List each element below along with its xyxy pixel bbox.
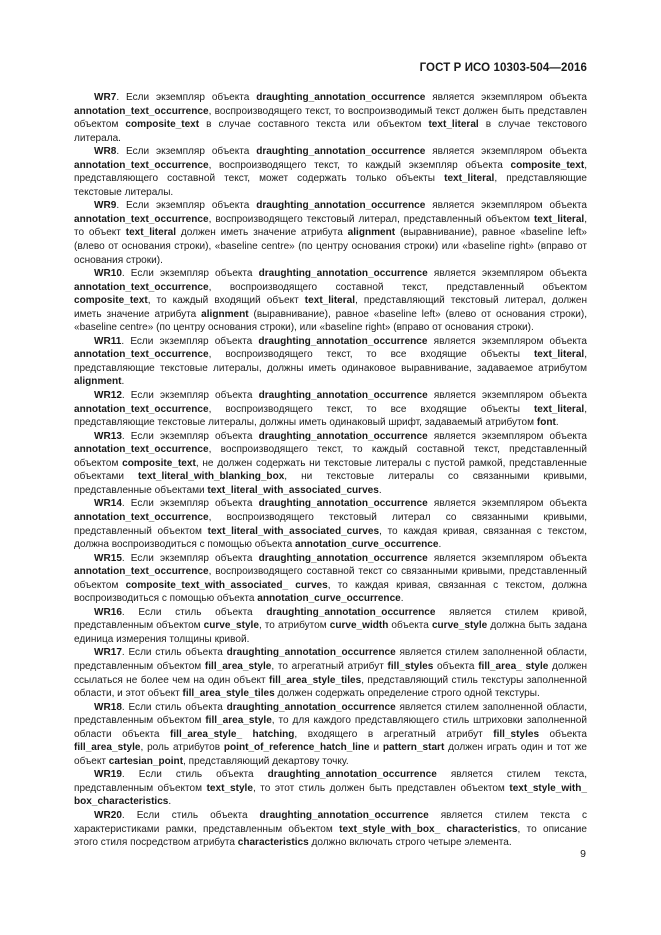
text-run: , то для каждого представляющего стиль штриховки заполненной области объекта (74, 715, 587, 740)
bold-term: annotation_text_occurrence (74, 566, 209, 578)
text-run: должен ссылаться не более чем на один объект (74, 660, 587, 686)
bold-term: WR12 (94, 390, 122, 402)
text-run: , то атрибутом (258, 620, 330, 632)
bold-term: text_style_with_ box_characteristics (74, 782, 587, 808)
text-run: . Если экземпляр объекта (121, 430, 259, 442)
rule-paragraph (74, 389, 587, 430)
bold-term: text_literal_with_associated_curves (207, 484, 379, 496)
bold-term: draughting_annotation_occurrence (259, 809, 429, 821)
bold-term: WR20 (94, 809, 122, 821)
text-run: является экземпляром объекта (427, 552, 587, 564)
bold-term: WR15 (94, 552, 122, 564)
text-run: , воспроизводящего текстовый литерал, представленный объектом (208, 213, 534, 225)
bold-term: WR14 (94, 498, 122, 510)
bold-term: draughting_annotation_occurrence (258, 335, 428, 347)
text-run: . Если экземпляр объекта (121, 552, 259, 564)
text-run: должен играть один и тот же объект (74, 742, 587, 767)
text-run: , то объект (74, 213, 587, 239)
bold-term: text_style_with_box_ characteristics (339, 823, 518, 835)
bold-term: draughting_annotation_occurrence (258, 268, 428, 280)
text-run: должна быть задана единица измерения толщины кривой. (74, 620, 587, 645)
rule-paragraph (74, 335, 587, 389)
bold-term: text_literal (444, 173, 495, 185)
text-run: . Если стиль объекта (121, 647, 227, 659)
text-run: , представляющие текстовые литералы, должны иметь одинаковое выравнивание, задаваемое атрибутом (74, 349, 587, 374)
bold-term: WR16 (94, 606, 122, 618)
bold-term: annotation_curve_occurrence (257, 593, 401, 605)
text-run: . Если стиль объекта (121, 809, 260, 821)
bold-term: text_literal (304, 295, 356, 307)
bold-term: point_of_reference_hatch_line (223, 742, 370, 754)
text-run: является экземпляром объекта (425, 146, 587, 158)
rule-paragraph (74, 552, 587, 606)
rule-paragraph (74, 497, 587, 551)
bold-term: draughting_annotation_occurrence (226, 647, 396, 659)
bold-term: draughting_annotation_occurrence (267, 769, 437, 781)
text-run: , представляющий текстовый литерал, должен иметь значение атрибута (74, 295, 587, 320)
bold-term: cartesian_point (108, 755, 184, 767)
text-run: , роль атрибутов (140, 742, 224, 754)
text-run: . Если экземпляр объекта (116, 200, 257, 212)
bold-term: WR7 (94, 92, 117, 103)
bold-term: alignment (201, 308, 249, 320)
text-run: объекта (539, 728, 587, 740)
text-run: (выравнивание), равное «baseline left» (влево от основания строки), «baseline centre» (по центру основания строки) или «baseline right» (вправо от основания строки). (74, 227, 587, 266)
text-run: . Если экземпляр объекта (116, 146, 257, 158)
bold-term: alignment (74, 376, 122, 388)
text-run: является экземпляром объекта (427, 430, 587, 442)
bold-term: annotation_text_occurrence (74, 213, 209, 225)
bold-term: fill_area_style_tiles (269, 674, 362, 686)
rule-paragraph (74, 701, 587, 769)
text-run: , воспроизводящего текст, то каждый составной текст, представленный объектом (74, 444, 587, 469)
bold-term: text_literal (533, 349, 585, 361)
bold-term: draughting_annotation_occurrence (256, 200, 426, 212)
text-run: , воспроизводящего текст, то все входящие объекты (208, 403, 534, 415)
bold-term: draughting_annotation_occurrence (258, 390, 428, 402)
bold-term: fill_area_style (204, 660, 272, 672)
text-run: является экземпляром объекта (425, 92, 587, 103)
text-run: , воспроизводящего текстовый литерал со связанными кривыми, представленный объектом (74, 511, 587, 537)
text-run: . (438, 539, 442, 551)
text-run: . Если экземпляр объекта (121, 498, 259, 510)
text-run: . Если экземпляр объекта (116, 92, 257, 103)
standard-code-header: ГОСТ Р ИСО 10303-504—2016 (419, 62, 587, 74)
bold-term: composite_text (74, 295, 148, 307)
rules-text-body (74, 91, 587, 850)
bold-term: WR9 (94, 200, 117, 212)
bold-term: fill_styles (387, 660, 434, 672)
text-run: , воспроизводящего составной текст со связанными кривыми, представленный объектом (74, 566, 587, 591)
bold-term: alignment (347, 227, 396, 239)
text-run: является стилем заполненной области, представленным объектом (74, 701, 587, 727)
page-number: 9 (580, 848, 586, 860)
text-run: в случае составного текста или объектом (199, 119, 429, 131)
bold-term: fill_area_style_tiles (182, 688, 275, 700)
bold-term: composite_text_with_associated_ curves (125, 579, 328, 591)
text-run: , воспроизводящего текст, то воспроизводимый текст должен быть представлен объектом (74, 105, 587, 131)
text-run: . Если экземпляр объекта (121, 390, 259, 402)
text-run: объекта (433, 660, 479, 672)
bold-term: draughting_annotation_occurrence (258, 552, 428, 564)
text-run: . (121, 376, 125, 388)
text-run: , представляющие текстовые литералы, должны иметь одинаковый шрифт, задаваемый атрибутом (74, 403, 587, 429)
text-run: является стилем текста, представленным объектом (74, 769, 587, 794)
bold-term: WR17 (94, 647, 122, 659)
text-run: . Если стиль объекта (121, 701, 227, 713)
text-run: , то каждый входящий объект (147, 295, 305, 307)
bold-term: characteristics (237, 837, 309, 849)
bold-term: composite_text (122, 457, 196, 469)
text-run: , не должен содержать ни текстовые литералы с пустой рамкой, представленные объектами (74, 457, 587, 483)
bold-term: fill_styles (493, 728, 540, 740)
text-run: , воспроизводящего текст, то каждый экземпляр объекта (208, 159, 511, 171)
bold-term: text_literal (533, 403, 585, 415)
text-run: , представляющий стиль текстуры заполненной области, и этот объект (74, 674, 587, 700)
text-run: , то каждая кривая, связанная с текстом, должна воспроизводиться с помощью объекта (74, 525, 588, 551)
text-run: является экземпляром объекта (427, 335, 587, 347)
rule-paragraph (74, 606, 587, 647)
bold-term: annotation_curve_occurrence (294, 539, 439, 551)
text-run: , воспроизводящего составной текст, представленный объектом (208, 281, 587, 293)
bold-term: curve_width (329, 620, 389, 632)
bold-term: text_literal (533, 213, 585, 225)
bold-term: annotation_text_occurrence (74, 349, 209, 361)
text-run: является экземпляром объекта (427, 268, 587, 280)
bold-term: draughting_annotation_occurrence (266, 606, 436, 618)
text-run: должен содержать определение строго одной текстуры. (274, 688, 540, 700)
rule-paragraph (74, 430, 587, 498)
text-run: является стилем кривой, представленным объектом (74, 606, 587, 632)
rule-paragraph (74, 809, 587, 850)
bold-term: WR19 (94, 769, 122, 781)
text-run: является экземпляром объекта (427, 498, 587, 510)
bold-term: annotation_text_occurrence (74, 511, 209, 523)
bold-term: annotation_text_occurrence (74, 444, 209, 456)
bold-term: annotation_text_occurrence (74, 105, 209, 117)
bold-term: fill_area_ style (478, 660, 549, 672)
text-run: , то каждая кривая, связанная с текстом, должна воспроизводиться с помощью объекта (74, 579, 587, 605)
text-run: . (168, 796, 172, 808)
bold-term: draughting_annotation_occurrence (226, 701, 396, 713)
bold-term: WR10 (94, 268, 122, 280)
bold-term: annotation_text_occurrence (74, 281, 209, 293)
text-run: должен иметь значение атрибута (176, 227, 348, 239)
text-run: должно включать строго четыре элемента. (308, 837, 512, 849)
rule-paragraph (74, 91, 587, 145)
text-run: . Если экземпляр объекта (121, 268, 259, 280)
text-run: , то описание этого стиля посредством атрибута (74, 823, 587, 849)
text-run: , то этот стиль должен быть представлен объектом (252, 782, 510, 794)
bold-term: draughting_annotation_occurrence (256, 146, 426, 158)
rule-paragraph (74, 199, 587, 267)
bold-term: fill_area_style (74, 742, 141, 754)
bold-term: fill_area_style (205, 715, 272, 727)
text-run: , представляющего составной текст, может содержать только объекты (74, 159, 587, 185)
bold-term: text_literal_with_associated_curves (207, 525, 380, 537)
bold-term: text_literal_with_blanking_box (138, 471, 285, 483)
text-run: является экземпляром объекта (427, 390, 587, 402)
text-run: , представляющий декартову точку. (183, 755, 349, 767)
text-run: . Если стиль объекта (121, 606, 267, 618)
bold-term: curve_style (431, 620, 488, 632)
text-run: , представляющие текстовые литералы. (74, 173, 587, 198)
text-run: и (369, 742, 383, 754)
bold-term: WR18 (94, 701, 122, 713)
bold-term: annotation_text_occurrence (74, 159, 209, 171)
text-run: , воспроизводящего текст, то все входящие объекты (208, 349, 534, 361)
bold-term: curve_style (203, 620, 259, 632)
text-run: (выравнивание), равное «baseline left» (влево от основания строки), «baseline centre» (по центру основания строки), или «baseline right» (вправо от основания строки). (74, 308, 587, 334)
bold-term: text_style (206, 782, 253, 794)
rule-paragraph (74, 145, 587, 199)
bold-term: WR11 (94, 335, 122, 347)
bold-term: draughting_annotation_occurrence (258, 498, 428, 510)
text-run: является стилем заполненной области, представленным объектом (74, 647, 587, 672)
text-run: . Если стиль объекта (121, 769, 268, 781)
bold-term: annotation_text_occurrence (74, 403, 209, 415)
bold-term: text_literal (428, 119, 479, 131)
text-run: объекта (388, 620, 432, 632)
bold-term: WR8 (94, 146, 117, 158)
text-run: . Если экземпляр объекта (121, 335, 259, 347)
text-run: , входящего в агрегатный атрибут (294, 728, 494, 740)
text-run: . (378, 484, 382, 496)
bold-term: fill_area_style_ hatching (170, 728, 295, 740)
text-run: . (400, 593, 404, 605)
rule-paragraph (74, 768, 587, 809)
text-run: . (555, 417, 559, 429)
bold-term: font (536, 417, 556, 429)
rule-paragraph (74, 646, 587, 700)
bold-term: draughting_annotation_occurrence (256, 92, 426, 103)
bold-term: text_literal (125, 227, 177, 239)
text-run: является стилем текста с характеристиками рамки, представленным объектом (74, 809, 588, 835)
text-run: является экземпляром объекта (425, 200, 587, 212)
bold-term: WR13 (94, 430, 122, 442)
text-run: , то агрегатный атрибут (271, 660, 388, 672)
rule-paragraph (74, 267, 587, 335)
bold-term: composite_text (510, 159, 585, 171)
bold-term: composite_text (125, 119, 200, 131)
bold-term: pattern_start (382, 742, 445, 754)
text-run: в случае текстового литерала. (74, 119, 587, 144)
bold-term: draughting_annotation_occurrence (258, 430, 428, 442)
text-run: , ни текстовые литералы со связанными кривыми, представленные объектами (74, 471, 587, 496)
